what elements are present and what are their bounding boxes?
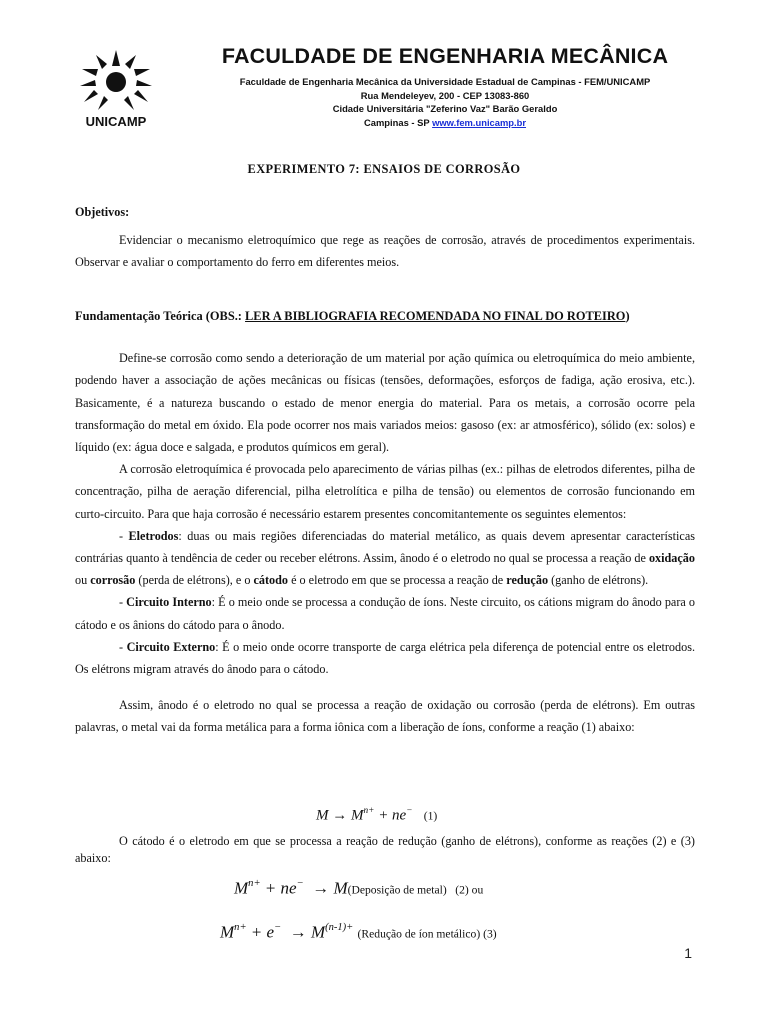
theory-heading [75,305,695,327]
eq3-arrow: → [289,922,307,942]
eq1-esup: − [406,806,413,816]
eq3-rhs: M [310,922,326,942]
circuito-externo-item [75,636,695,680]
eq2-m: M [234,878,249,898]
eq1-number: (1) [423,809,438,823]
eletrodos-item [75,525,695,592]
theory-paragraph-1: Define-se corrosão como sendo a deterioração de um material por ação química ou eletroquímica do meio ambiente, podendo haver a associação de ações mecânicas ou físicas (tensões, deformações, esforços de fadiga, ação erosiva, etc.). Basicamente, é a natureza buscando o estado de menor energia do material. Para os metais, a corrosão ocorre pela transformação do metal em óxido. Ela pode ocorrer nos mais variados meios: gasoso (ex: ar atmosférico), sólido (ex: solos) e líquido (ex: água doce e salgada, e produtos químicos em geral). [75,351,695,455]
address-line-2: Rua Mendeleyev, 200 - CEP 13083-860 [360,89,530,101]
objectives-heading: Objetivos: [75,205,130,219]
faculty-address [215,75,675,129]
equation-2 [234,878,483,898]
circuito-interno-dash: - [119,595,127,610]
equation-1 [316,806,437,825]
eq2-esup: − [296,878,304,889]
theory-heading-suffix: ) [625,309,630,323]
eq2-sup: n+ [248,878,261,889]
eq1-m: M [351,807,364,824]
eletrodos-text-2: ou [75,573,91,588]
equation-3 [220,922,497,942]
eletrodos-text-3: (perda de elétrons), e o [135,573,254,588]
address-line-3: Cidade Universitária "Zeferino Vaz" Barão Geraldo [332,103,558,115]
eq2-note: (Deposição de metal) [347,883,447,897]
theory-paragraph-4: O cátodo é o eletrodo em que se processa a reação de redução (ganho de elétrons), conforme as reações (2) e (3) abaixo: [75,834,695,865]
logo-text: UNICAMP [85,114,147,129]
eq1-lhs: M [316,807,329,824]
eletrodos-text-5: (ganho de elétrons). [548,573,649,588]
eletrodos-dash: - [119,528,129,543]
objectives-section [75,201,695,274]
circuito-externo-dash: - [119,639,127,654]
theory-paragraph-3: Assim, ânodo é o eletrodo no qual se processa a reação de oxidação ou corrosão (perda de elétrons). Em outras palavras, o metal vai da forma metálica para a forma iônica com a liberação de íons, conforme a reação (1) abaixo: [75,698,695,735]
eletrodos-bold-1: oxidação [648,551,695,566]
theory-paragraph-2: A corrosão eletroquímica é provocada pelo aparecimento de várias pilhas (ex.: pilhas de eletrodos diferentes, pilha de concentração, pilha de aeração diferencial, pilha eletrolítica e pilha de tensão) ou elementos de corrosão funcionando em curto-circuito. Para que haja corrosão é necessário estarem presentes concomitantemente os seguintes elementos: [75,462,695,521]
eletrodos-bold-2: corrosão [90,573,136,588]
eq2-number: (2) ou [455,883,484,897]
circuito-interno-term: Circuito Interno [126,595,212,610]
eq3-note: (Redução de íon metálico) (3) [357,927,497,941]
eq1-plus: + ne [374,807,407,824]
eq1-arrow: → [332,807,348,824]
eq3-sup: n+ [234,922,247,933]
eletrodos-term: Eletrodos [128,528,179,543]
eletrodos-text-1: : duas ou mais regiões diferenciadas do material metálico, as quais devem apresentar características contrárias quanto à tendência de ceder ou receber elétrons. Assim, ânodo é o eletrodo no qual se processa a reação de [75,528,695,566]
circuito-externo-text: : É o meio onde ocorre transporte de carga elétrica pela diferença de potencial entre os eletrodos. Os elétrons migram através do ânodo para o cátodo. [75,639,695,677]
cathode-section [75,833,695,867]
eq2-plus: + ne [260,878,297,898]
faculty-title: FACULDADE DE ENGENHARIA MECÂNICA [221,44,669,68]
theory-section [75,305,695,739]
eletrodos-text-4: é o eletrodo em que se processa a reação de [288,573,507,588]
unicamp-logo [74,46,158,130]
eq3-esup: − [274,922,282,933]
address-line-4 [215,116,675,130]
city-label: Campinas - SP [363,116,430,128]
eq3-plus: + e [246,922,275,942]
circuito-interno-item [75,591,695,635]
circuito-interno-text: : É o meio onde se processa a condução de íons. Neste circuito, os cátions migram do ânodo para o cátodo e os ânions do cátodo para o ânodo. [75,595,696,632]
circuito-externo-term: Circuito Externo [126,639,216,654]
eq2-arrow: → [312,878,330,898]
eletrodos-bold-3: cátodo [253,573,289,588]
objectives-text: Evidenciar o mecanismo eletroquímico que rege as reações de corrosão, através de procedimentos experimentais. Observar e avaliar o comportamento do ferro em diferentes meios. [75,233,695,270]
unicamp-logo-icon [74,46,158,130]
theory-heading-note: LER A BIBLIOGRAFIA RECOMENDADA NO FINAL DO ROTEIRO [245,309,626,323]
eq2-rhs: M [333,878,348,898]
address-line-1: Faculdade de Engenharia Mecânica da Universidade Estadual de Campinas - FEM/UNICAMP [239,76,651,87]
eletrodos-bold-4: redução [506,573,549,588]
eq3-rsup: (n-1)+ [325,922,354,933]
page-number: 1 [684,945,692,961]
website-link[interactable]: www.fem.unicamp.br [432,116,527,128]
eq1-sup: n+ [363,806,375,816]
eq3-m: M [220,922,235,942]
experiment-title: EXPERIMENTO 7: ENSAIOS DE CORROSÃO [247,162,521,176]
theory-heading-prefix: Fundamentação Teórica (OBS.: [75,309,246,323]
